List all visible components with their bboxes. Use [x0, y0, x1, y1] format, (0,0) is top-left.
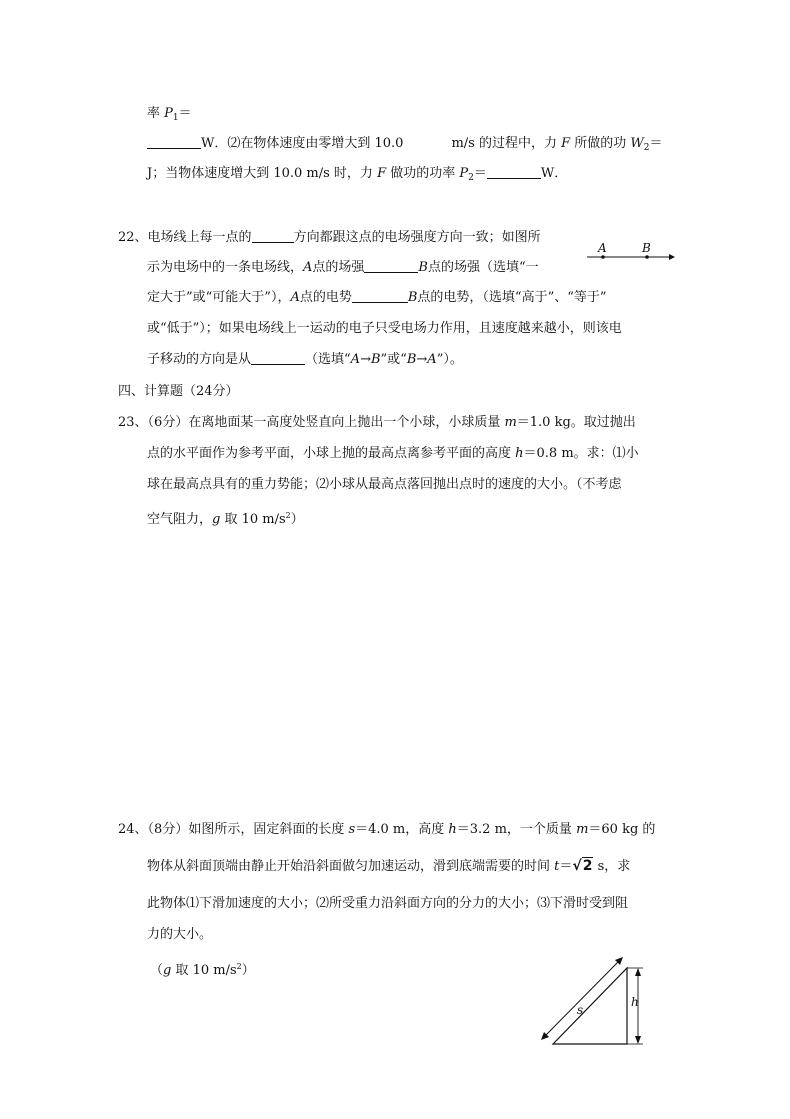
length-dimension-line [545, 961, 619, 1036]
answer-blank[interactable] [251, 350, 305, 365]
answer-blank[interactable] [487, 164, 541, 179]
q24-line4: 力的大小。 [147, 927, 213, 942]
sqrt-two: √2 [572, 858, 593, 874]
q24-line5: （g 取 10 $m/s^2$） [150, 962, 255, 978]
label-s: s [577, 1003, 584, 1017]
incline-figure [535, 962, 675, 1052]
q21-line3: J；当物体速度增大到 10.0 m/s 时，力 F 做功的功率 $P_2= W$． [147, 166, 568, 183]
q23-line2: 点的水平面作为参考平面，小球上抛的最高点离参考平面的高度 h＝0.8 m。求：⑴小 [147, 446, 639, 461]
label-h: h [631, 995, 639, 1009]
q24-line2: 物体从斜面顶端由静止开始沿斜面做匀加速运动，滑到底端需要的时间 t＝√2 s，求 [147, 858, 631, 874]
q24-line1: 24、（8分）如图所示，固定斜面的长度 s＝4.0 m，高度 h＝3.2 m，一个质量 m＝60 kg 的 [118, 822, 656, 837]
field-line-arrowhead [669, 254, 675, 260]
q22-line4: 或“低于”）；如果电场线上一运动的电子只受电场力作用，且速度越来越小，则该电 [147, 321, 622, 336]
height-arrow-top [635, 968, 641, 976]
q23-line3: 球在最高点具有的重力势能；⑵小球从最高点落回抛出点时的速度的大小。（不考虑 [147, 477, 622, 492]
sqrt-icon: √ [572, 858, 582, 874]
q24-line3: 此物体⑴下滑加速度的大小；⑵所受重力沿斜面方向的分力的大小；⑶下滑时受到阻 [147, 896, 629, 911]
incline-triangle [553, 968, 627, 1044]
label-b: B [642, 241, 651, 255]
answer-blank[interactable] [147, 134, 201, 149]
q21-line2: W．⑵在物体速度由零增大到 10.0 m/s 的过程中，力 F 所做的功 $W_2=$ [147, 134, 672, 158]
answer-blank[interactable] [364, 258, 418, 273]
q22-line5: 子移动的方向是从 （选填“A→B”或“B→A”）。 [147, 352, 463, 367]
answer-blank[interactable] [352, 288, 408, 303]
point-a [601, 255, 605, 259]
answer-blank[interactable] [252, 228, 294, 243]
q21-line1: 率 $P_1=$ [147, 106, 192, 123]
q22-line3: 定大于”或“可能大于”），A点的电势 B点的电势，（选填“高于”、“等于” [147, 290, 607, 305]
label-a: A [598, 241, 607, 255]
arrow-icon: → [360, 352, 371, 367]
q23-line4: 空气阻力，g 取 10 $m/s^2$） [147, 511, 304, 527]
arrow-icon: → [416, 352, 428, 367]
point-b [645, 255, 649, 259]
q23-line1: 23、（6分）在离地面某一高度处竖直向上抛出一个小球，小球质量 m＝1.0 kg。取过抛出 [118, 415, 636, 430]
section-title: 四、计算题（24分） [118, 384, 239, 399]
height-arrow-bottom [635, 1036, 641, 1044]
q22-line2: 示为电场中的一条电场线，A点的场强 B点的场强（选填“一 [147, 260, 539, 275]
q22-line1: 22、电场线上每一点的 方向都跟这点的电场强度方向一致；如图所 [118, 230, 541, 245]
field-line-figure [585, 240, 685, 270]
